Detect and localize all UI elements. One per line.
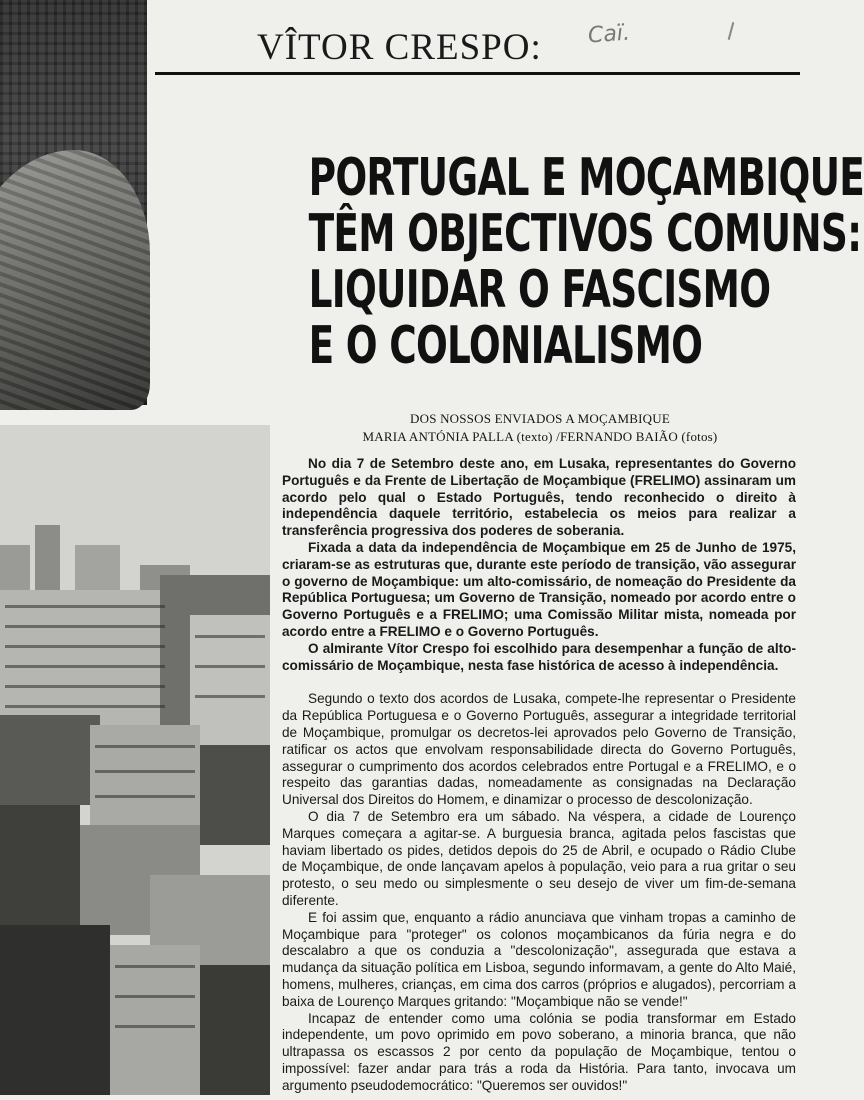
title-line: LIQUIDAR O FASCISMO bbox=[308, 260, 771, 320]
person-name-heading: VÎTOR CRESPO: bbox=[257, 27, 542, 68]
body-paragraph: O dia 7 de Setembro era um sábado. Na véspera, a cidade de Lourenço Marques começara a agitar-se. A burguesia branca, agitada pelos fascistas que haviam libertado os pides, detidos depois do 25 de Abril, e ocupado o Rádio Clube de Moçambique, de onde lançavam apelos à população, veio para a rua gritar o seu protesto, o seu medo ou simplesmente o seu desejo de viver um fim-de-semana diferente. bbox=[282, 808, 796, 908]
body-paragraph: Segundo o texto dos acordos de Lusaka, compete-lhe representar o Presidente da República Portuguesa e o Governo Português, assegurar a integridade territorial de Moçambique, promulgar os decretos-lei aprovados pelo Governo de Transição, ratificar os actos que envolvam responsabilidade directa do Governo Português, assegurar o cumprimento dos acordos celebrados entre Portugal e a FRELIMO, e o respeito das garantias dadas, nomeadamente as consignadas na Declaração Universal dos Direitos do Homem, e dinamizar o processo de descolonização. bbox=[282, 691, 796, 808]
portrait-photo bbox=[0, 0, 147, 405]
city-skyline-image bbox=[0, 425, 270, 1095]
byline-correspondents: DOS NOSSOS ENVIADOS A MOÇAMBIQUE bbox=[410, 411, 670, 426]
portrait-shoulder bbox=[0, 150, 150, 410]
title-line: TÊM OBJECTIVOS COMUNS: bbox=[308, 204, 862, 264]
body-paragraph: Incapaz de entender como uma colónia se podia transformar em Estado independente, um povo oprimido em povo soberano, a minoria branca, que não ultrapassa os escassos 2 por cento da população de Moçambique, tentou o impossível: fazer andar para trás a roda da História. Para tanto, invocava um argumento pseudodemocrático: "Queremos ser ouvidos!" bbox=[282, 1010, 796, 1093]
byline-authors: MARIA ANTÓNIA PALLA (texto) /FERNANDO BAIÃO (fotos) bbox=[362, 429, 718, 444]
body-paragraph: Fixada a data da independência de Moçambique em 25 de Junho de 1975, criaram-se as estruturas que, durante este período de transição, vão assegurar o governo de Moçambique: um alto-comissário, de nomeação do Presidente da República Portuguesa; um Governo de Transição, nomeado por acordo entre o Governo Português e a FRELIMO; uma Comissão Militar mista, nomeada por acordo entre a FRELIMO e o Governo Português. bbox=[282, 539, 796, 639]
article-title bbox=[308, 148, 864, 376]
title-line: E O COLONIALISMO bbox=[308, 316, 703, 376]
handwritten-mark bbox=[728, 22, 735, 40]
body-paragraph: O almirante Vítor Crespo foi escolhido para desempenhar a função de alto-comissário de Moçambique, nesta fase histórica de acesso à independência. bbox=[282, 640, 796, 673]
article-body bbox=[282, 456, 796, 1094]
body-paragraph: No dia 7 de Setembro deste ano, em Lusaka, representantes do Governo Português e da Frente de Libertação de Moçambique (FRELIMO) assinaram um acordo pelo qual o Estado Português, tendo reconhecido o direito à independência daquele território, estabelecia os meios para realizar a transferência progressiva dos poderes de soberania. bbox=[282, 456, 796, 539]
handwritten-note: Caï. bbox=[587, 20, 631, 49]
heading-rule bbox=[155, 72, 800, 75]
city-photo bbox=[0, 425, 270, 1095]
body-paragraph: E foi assim que, enquanto a rádio anunciava que vinham tropas a caminho de Moçambique para "proteger" os colonos moçambicanos da fúria negra e do descalabro a que os conduzia a "descolonização", assegurada que estava a mudança da situação política em Lisboa, segundo informavam, a gente do Alto Maié, homens, mulheres, crianças, em cima dos carros (próprios e alugados), percorriam a baixa de Lourenço Marques gritando: "Moçambique não se vende!" bbox=[282, 909, 796, 1009]
title-line: PORTUGAL E MOÇAMBIQUE bbox=[308, 148, 864, 208]
